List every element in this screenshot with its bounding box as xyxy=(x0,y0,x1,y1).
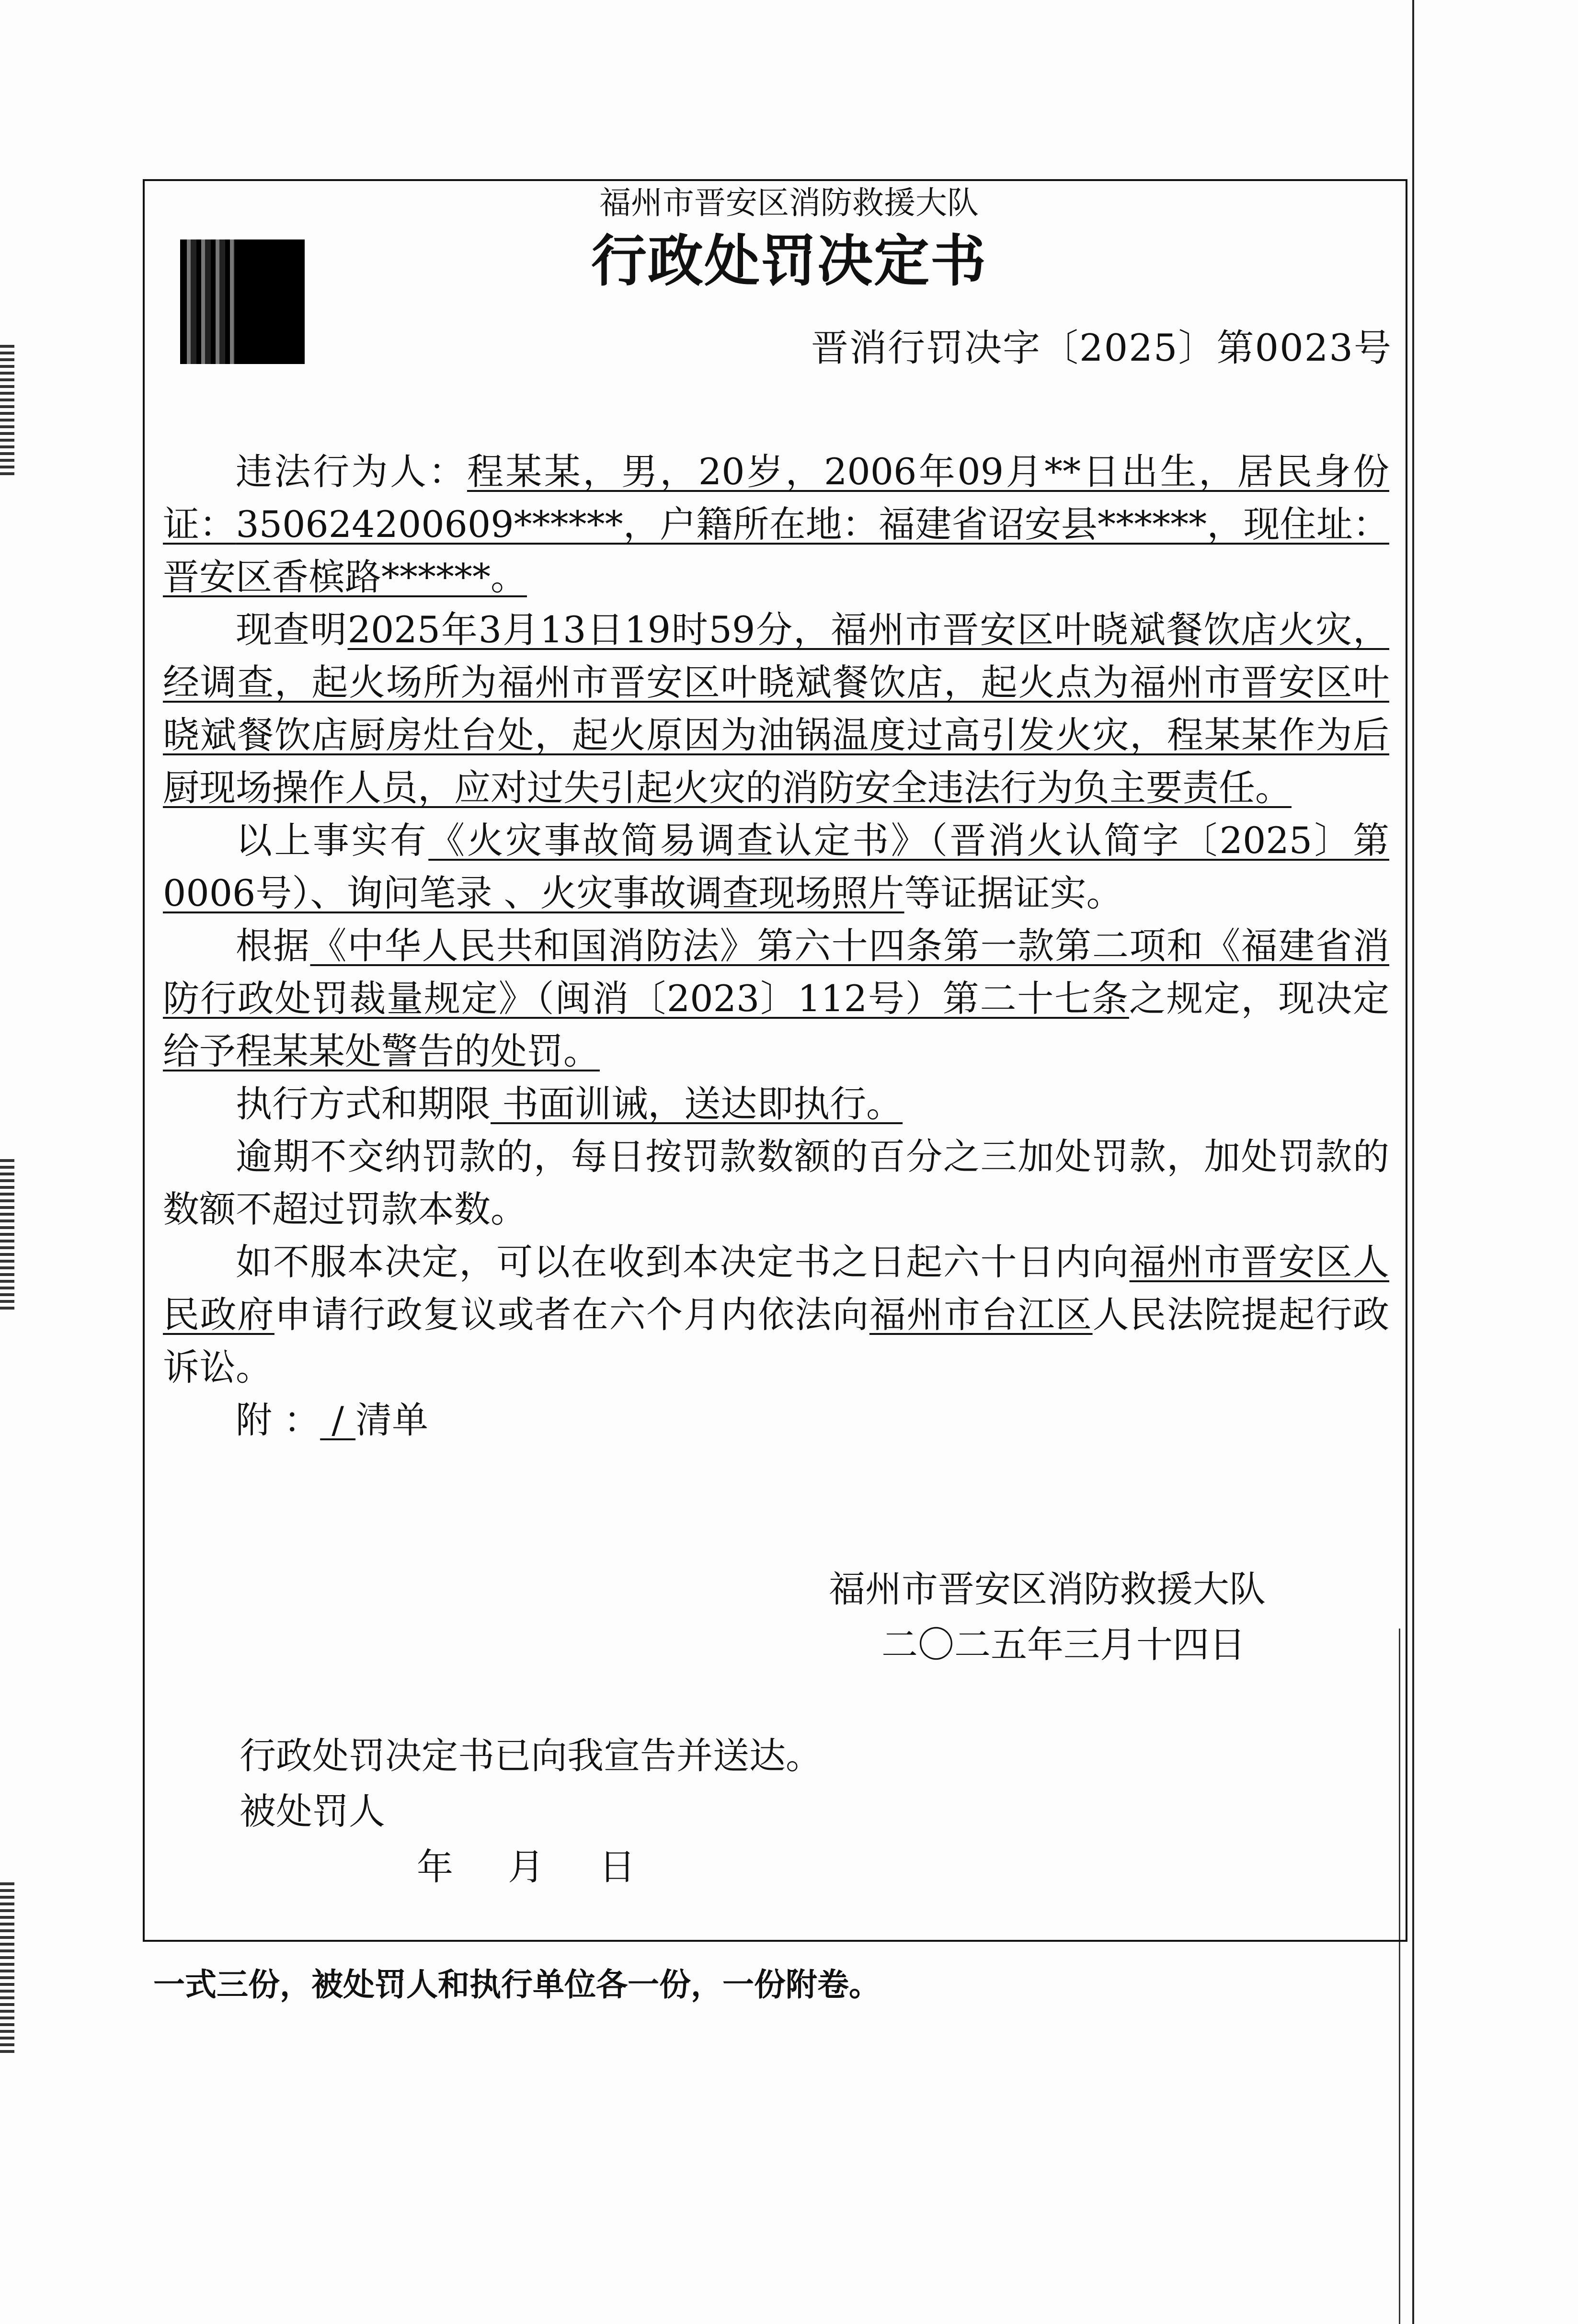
qr-code-pattern xyxy=(182,239,235,364)
receipt-block xyxy=(240,1728,822,1895)
appeal-court: 福州市台江区 xyxy=(869,1293,1093,1336)
basis-mid: 之规定，现决定 xyxy=(1129,977,1389,1020)
receipt-statement: 行政处罚决定书已向我宣告并送达。 xyxy=(240,1734,822,1777)
scan-edge-mark xyxy=(0,345,14,479)
agency-header: 福州市晋安区消防救援大队 xyxy=(599,184,979,221)
document-title: 行政处罚决定书 xyxy=(591,228,987,294)
party-info-2: 350624200609******，户籍所在地：福建省诏安县******，现住址：晋安区香槟路******。 xyxy=(163,503,1389,598)
signature-block xyxy=(829,1561,1266,1673)
basis-lead: 根据 xyxy=(236,924,310,967)
attachment-line xyxy=(163,1394,1389,1447)
appeal-government: 福州市晋安区人民政府 xyxy=(163,1241,1390,1336)
party-info-1: 程某某，男，20岁，2006年09月**日出生，居民身份证： xyxy=(163,450,1390,546)
party-paragraph xyxy=(163,445,1389,604)
signature-agency: 福州市晋安区消防救援大队 xyxy=(829,1568,1266,1610)
scan-edge-mark xyxy=(0,1882,14,2055)
attachment-label: 附 ： xyxy=(236,1399,320,1441)
evidence-paragraph xyxy=(163,814,1389,920)
appeal-text-2: 申请行政复议或者在六个月内依法向 xyxy=(274,1293,869,1336)
scan-edge-line xyxy=(1412,0,1414,2324)
facts-lead: 现查明 xyxy=(236,608,348,651)
receipt-signer-label: 被处罚人 xyxy=(240,1790,385,1833)
execution-paragraph xyxy=(163,1078,1389,1130)
document-number: 晋消行罚决字〔2025〕第0023号 xyxy=(811,327,1392,370)
evidence-lead: 以上事实有 xyxy=(236,819,429,862)
execution-text: 书面训诫，送达即执行。 xyxy=(491,1082,903,1125)
appeal-text-3: 人民法院提起行政诉讼。 xyxy=(163,1293,1389,1389)
execution-lead: 执行方式和期限 xyxy=(236,1082,491,1125)
appeal-text-1: 如不服本决定，可以在收到本决定书之日起六十日内向 xyxy=(236,1241,1130,1283)
attachment-suffix: 清单 xyxy=(355,1399,429,1441)
signature-date: 二〇二五年三月十四日 xyxy=(881,1623,1246,1666)
evidence-items: 《火灾事故简易调查认定书》（晋消火认简字〔2025〕第0006号）、询问笔录 、火灾事故调查现场照片 xyxy=(163,819,1389,914)
receipt-date: 年 月 日 xyxy=(417,1846,636,1888)
footer-note: 一式三份，被处罚人和执行单位各一份，一份附卷。 xyxy=(153,1966,880,2003)
basis-decision: 给予程某某处警告的处罚。 xyxy=(163,1030,600,1072)
party-label: 违法行为人： xyxy=(236,450,467,493)
appeal-paragraph xyxy=(163,1236,1389,1394)
scan-edge-mark xyxy=(0,1159,14,1312)
facts-text: 2025年3月13日19时59分，福州市晋安区叶晓斌餐饮店火灾，经调查，起火场所为福州市晋安区叶晓斌餐饮店，起火点为福州市晋安区叶晓斌餐饮店厨房灶台处，起火原因为油锅温度过高引发火灾，程某某作为后厨现场操作人员，应对过失引起火灾的消防安全违法行为负主要责任。 xyxy=(163,608,1390,809)
basis-law: 《中华人民共和国消防法》第六十四条第一款第二项和《福建省消防行政处罚裁量规定》（闽消〔2023〕112号）第二十七条 xyxy=(163,924,1390,1020)
evidence-tail: 等证据证实。 xyxy=(904,872,1123,914)
late-penalty-paragraph: 逾期不交纳罚款的，每日按罚款数额的百分之三加处罚款，加处罚款的数额不超过罚款本数。 xyxy=(163,1135,1389,1230)
attachment-value: / xyxy=(320,1399,356,1441)
document-body xyxy=(163,445,1389,1447)
basis-paragraph xyxy=(163,920,1389,1078)
facts-paragraph xyxy=(163,604,1389,814)
